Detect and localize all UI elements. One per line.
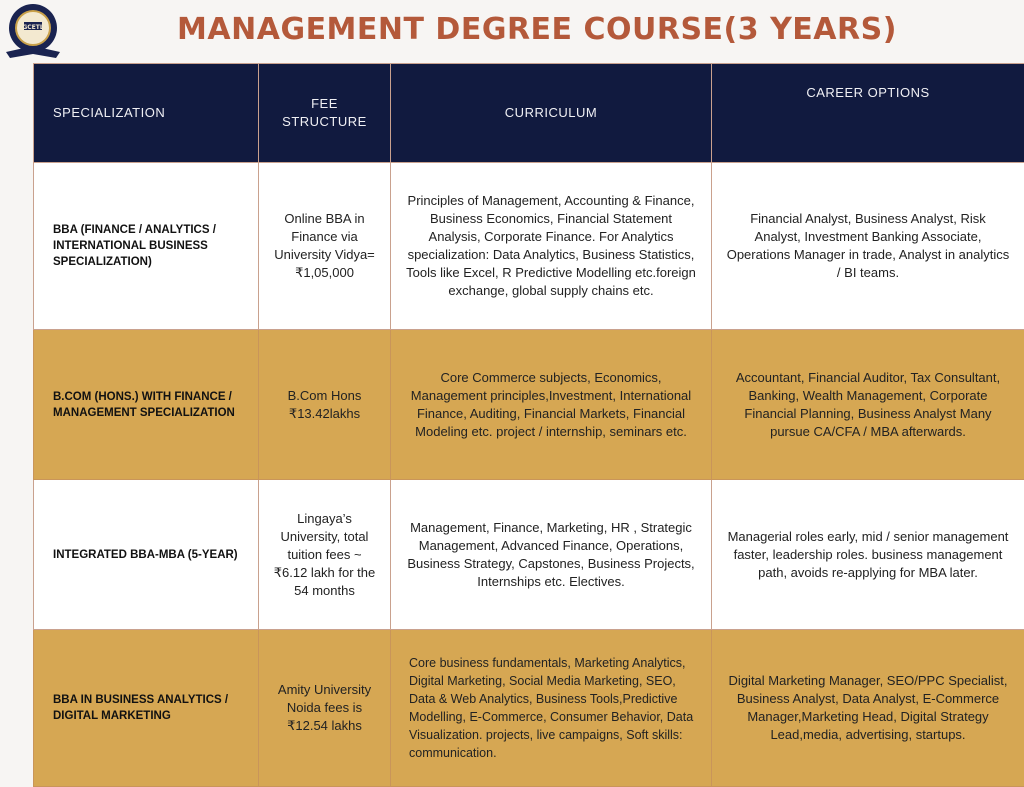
fee-cell: Amity University Noida fees is ₹12.54 lakhs (259, 630, 391, 787)
specialization-cell: BBA IN BUSINESS ANALYTICS / DIGITAL MARKETING (34, 630, 259, 787)
table-row (34, 630, 1024, 787)
column-header-specialization: SPECIALIZATION (34, 64, 259, 163)
career-cell: Accountant, Financial Auditor, Tax Consultant, Banking, Wealth Management, Corporate Financial Planning, Business Analyst Many pursue CA/CFA / MBA afterwards. (712, 330, 1024, 480)
career-cell: Digital Marketing Manager, SEO/PPC Specialist, Business Analyst, Data Analyst, E-Commerce Manager,Marketing Head, Digital Strategy Lead,media, advertising, startups. (712, 630, 1024, 787)
curriculum-cell: Principles of Management, Accounting & Finance, Business Economics, Financial Statement Analysis, Corporate Finance. For Analytics specialization: Data Analytics, Business Statistics, Tools like Excel, R Predictive Modelling etc.foreign exchange, global supply chains etc. (391, 163, 712, 330)
career-cell: Managerial roles early, mid / senior management faster, leadership roles. business management path, avoids re-applying for MBA later. (712, 480, 1024, 630)
specialization-cell: B.COM (HONS.) WITH FINANCE / MANAGEMENT SPECIALIZATION (34, 330, 259, 480)
table-row (34, 480, 1024, 630)
specialization-cell: INTEGRATED BBA-MBA (5-YEAR) (34, 480, 259, 630)
table-header-row (34, 64, 1024, 163)
svg-text:GCETL: GCETL (22, 24, 44, 31)
career-cell: Financial Analyst, Business Analyst, Risk Analyst, Investment Banking Associate, Operations Manager in trade, Analyst in analytics / BI teams. (712, 163, 1024, 330)
curriculum-cell: Core business fundamentals, Marketing Analytics, Digital Marketing, Social Media Marketing, SEO, Data & Web Analytics, Business Tools,Predictive Modelling, E-Commerce, Consumer Behavior, Data Visualization. projects, live campaigns, Soft skills: communication. (391, 630, 712, 787)
specialization-cell: BBA (FINANCE / ANALYTICS / INTERNATIONAL BUSINESS SPECIALIZATION) (34, 163, 259, 330)
table-row (34, 163, 1024, 330)
fee-cell: Lingaya’s University, total tuition fees ~ ₹6.12 lakh for the 54 months (259, 480, 391, 630)
column-header-curriculum: CURRICULUM (391, 64, 712, 163)
page-title: MANAGEMENT DEGREE COURSE(3 YEARS) (0, 12, 1024, 47)
courses-table (33, 63, 1024, 787)
fee-cell: Online BBA in Finance via University Vidya= ₹1,05,000 (259, 163, 391, 330)
column-header-fee-structure: FEE STRUCTURE (259, 64, 391, 163)
fee-cell: B.Com Hons ₹13.42lakhs (259, 330, 391, 480)
table-row (34, 330, 1024, 480)
column-header-career-options: CAREER OPTIONS (712, 64, 1024, 163)
curriculum-cell: Core Commerce subjects, Economics, Management principles,Investment, International Finance, Auditing, Financial Markets, Financial Modeling etc. project / internship, seminars etc. (391, 330, 712, 480)
curriculum-cell: Management, Finance, Marketing, HR , Strategic Management, Advanced Finance, Operations, Business Strategy, Capstones, Business Projects, Internships etc. Electives. (391, 480, 712, 630)
